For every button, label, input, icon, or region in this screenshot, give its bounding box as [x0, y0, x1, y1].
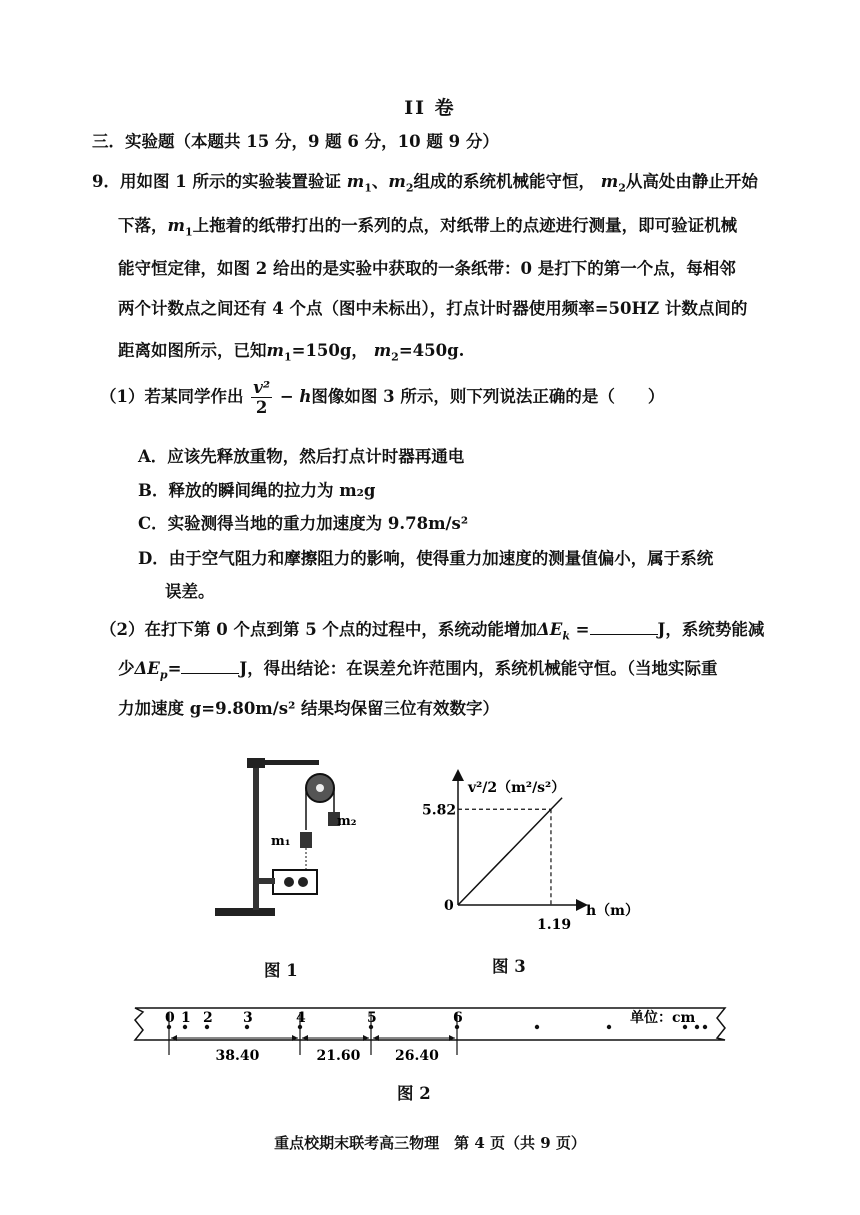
q9-line-2	[118, 212, 737, 238]
q9-line-5	[118, 337, 464, 363]
minus-h: − h	[279, 387, 312, 406]
q9-text-1c: 从高处由静止开始	[625, 172, 758, 191]
fraction-denominator: 2	[255, 398, 268, 417]
q9-text-5a: 距离如图所示，已知	[118, 341, 267, 360]
distance-label: 26.40	[395, 1048, 439, 1064]
sub1-prefix: （1）若某同学作出	[100, 387, 244, 406]
m1-subscript-3: 1	[283, 350, 292, 364]
tape-unit-label: 单位：cm	[630, 1010, 696, 1026]
stand-base	[215, 908, 275, 916]
tape-point-label: 6	[453, 1010, 463, 1026]
sub2-text-2a: 少	[118, 659, 135, 678]
q9-text-1b: 组成的系统机械能守恒，	[413, 172, 595, 191]
timer-knob-icon	[298, 877, 308, 887]
delta-ep-equals: =	[167, 659, 182, 678]
answer-blank-ek[interactable]	[590, 620, 658, 635]
m2-subscript: 2	[405, 181, 414, 195]
sub2-line-2	[118, 655, 717, 681]
option-b: B．释放的瞬间绳的拉力为 m₂g	[138, 481, 376, 500]
m2-symbol: m	[388, 172, 406, 191]
section-title: II 卷	[404, 97, 456, 119]
answer-blank-ep[interactable]	[181, 659, 239, 674]
tape-point-label: 4	[296, 1010, 306, 1026]
tape-point-label: 1	[181, 1010, 191, 1026]
sub2-text-2b: J，得出结论：在误差允许范围内，系统机械能守恒。（当地实际重	[239, 659, 718, 678]
m2-subscript-3: 2	[391, 350, 399, 364]
m1-subscript: 1	[364, 181, 372, 195]
sub2-line-1	[100, 616, 764, 642]
x-axis-label: h（m）	[586, 903, 639, 919]
pulley-axle	[316, 784, 324, 792]
timer-clamp	[255, 878, 275, 884]
delta-ek-symbol: ΔE	[536, 620, 563, 639]
distance-label: 38.40	[215, 1048, 260, 1064]
delta-ek-equals: =	[569, 620, 590, 639]
option-a: A．应该先释放重物，然后打点计时器再通电	[138, 447, 465, 466]
sub1-suffix: 图像如图 3 所示，则下列说法正确的是（ ）	[311, 387, 665, 406]
origin-label: 0	[444, 898, 454, 914]
tape-point-label: 3	[243, 1010, 253, 1026]
delta-ek-subscript: k	[562, 629, 570, 643]
q9-line-1	[92, 168, 758, 194]
m2-symbol-3: m	[373, 341, 392, 360]
section-header: 三．实验题（本题共 15 分，9 题 6 分，10 题 9 分）	[92, 132, 499, 151]
y-tick-label: 5.82	[422, 802, 457, 819]
tape-point-label: 2	[203, 1010, 213, 1026]
m2-symbol-2: m	[600, 172, 619, 191]
q9-text-2a: 下落，	[118, 216, 168, 235]
label-m2: m₂	[337, 814, 357, 829]
delta-ep-symbol: ΔE	[134, 659, 160, 678]
fraction-numerator: v²	[253, 378, 271, 397]
q9-line-4: 两个计数点之间还有 4 个点（图中未标出），打点计时器使用频率=50HZ 计数点间的	[118, 299, 748, 318]
m1-symbol-3: m	[266, 341, 284, 360]
tape-dot-extra	[607, 1025, 611, 1029]
sub2-prefix: （2）在打下第 0 个点到第 5 个点的过程中，系统动能增加	[100, 620, 537, 639]
horizontal-arm	[259, 760, 319, 765]
q9-separator: 、	[371, 172, 389, 191]
q9-text-2b: 上拖着的纸带打出的一系列的点，对纸带上的点迹进行测量，即可验证机械	[192, 216, 738, 235]
q9-text-5b: =150g，	[291, 341, 368, 360]
mass-m1-block	[300, 832, 312, 848]
tape-dot-extra	[695, 1025, 699, 1029]
series-line	[458, 798, 562, 905]
tape-dot-extra	[703, 1025, 707, 1029]
stand-pole	[253, 760, 259, 910]
timer-box	[273, 870, 317, 894]
distance-label: 21.60	[316, 1048, 361, 1064]
tape-point-label: 0	[165, 1010, 175, 1026]
option-d-continuation: 误差。	[165, 582, 215, 601]
q9-text-5c: =450g.	[398, 341, 465, 360]
figure-3-caption: 图 3	[492, 957, 526, 976]
figure-1-apparatus	[205, 750, 357, 940]
tape-point-label: 5	[367, 1010, 377, 1026]
label-m1: m₁	[271, 834, 291, 849]
timer-knob-icon	[284, 877, 294, 887]
option-c: C．实验测得当地的重力加速度为 9.78m/s²	[138, 514, 469, 533]
figure-3-chart	[410, 762, 640, 942]
delta-ep-subscript: p	[159, 668, 168, 682]
sub1-question	[100, 378, 664, 417]
y-axis-label: v²/2（m²/s²）	[468, 780, 566, 796]
figure-1-caption: 图 1	[264, 961, 298, 980]
m1-symbol-2: m	[167, 216, 185, 235]
m2-subscript-2: 2	[618, 181, 626, 195]
tape-dot-extra	[535, 1025, 539, 1029]
figure-2-paper-tape	[125, 1000, 735, 1072]
option-d: D．由于空气阻力和摩擦阻力的影响，使得重力加速度的测量值偏小，属于系统	[138, 549, 714, 568]
sub2-line-3: 力加速度 g=9.80m/s² 结果均保留三位有效数字）	[118, 699, 500, 718]
page-footer: 重点校期末联考高三物理 第 4 页（共 9 页）	[274, 1134, 586, 1152]
sub2-mid: J，系统势能减	[657, 620, 765, 639]
q9-text-1: 用如图 1 所示的实验装置验证	[119, 172, 341, 191]
v2-over-2-fraction	[251, 378, 272, 417]
x-tick-label: 1.19	[536, 917, 572, 933]
m1-subscript-2: 1	[184, 225, 193, 239]
figure-2-caption: 图 2	[397, 1084, 431, 1103]
q9-number: 9．	[92, 172, 120, 191]
m1-symbol: m	[346, 172, 365, 191]
q9-line-3: 能守恒定律，如图 2 给出的是实验中获取的一条纸带：0 是打下的第一个点，每相邻	[118, 259, 736, 278]
